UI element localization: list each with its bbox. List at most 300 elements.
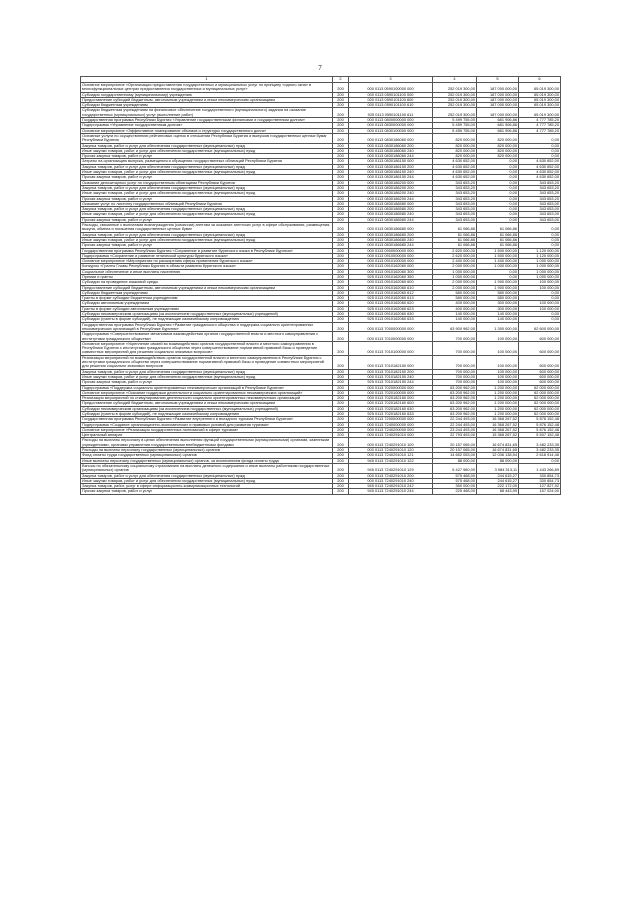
cell-description: Основное мероприятие «Эффективное планирование объемов и структуры государственного долга» (81, 128, 333, 133)
cell-executed-amount: 580 000,00 (477, 296, 519, 301)
cell-unexecuted-amount: 343 653,20 (519, 196, 561, 201)
cell-unexecuted-amount: 600 000,00 (519, 332, 561, 342)
cell-unexecuted-amount: 2 616 914,46 (519, 453, 561, 458)
cell-executed-amount: 1 400 000,00 (477, 259, 519, 264)
cell-description: Гранты в форме субсидии автономным учреждениям (81, 306, 333, 311)
cell-description: Прочая закупка товаров, работ и услуг (81, 243, 333, 248)
cell-budget-code: 925 0113 7010182150 244 (349, 380, 433, 385)
cell-executed-amount: 580 000,00 (477, 290, 519, 295)
cell-approved-amount: 5 499 755,00 (433, 118, 477, 123)
cell-executed-amount: 1 200 000,00 (477, 406, 519, 411)
cell-line-code: 200 (333, 128, 349, 133)
cell-line-code: 200 (333, 164, 349, 169)
cell-description: Закупка товаров, работ и услуг для обеспечения государственных (муниципальных) нужд (81, 164, 333, 169)
cell-description: Иные закупки товаров, работ и услуг для обеспечения государственных (муниципальных) нужд (81, 191, 333, 196)
table-row (81, 108, 561, 118)
cell-unexecuted-amount: 157 024,00 (519, 489, 561, 494)
cell-approved-amount: 22 244 493,00 (433, 422, 477, 427)
cell-description: Подпрограмма «Совершенствование механизмов взаимодействия органов государственной власти и местного самоуправления с институтами гражданского общества» (81, 332, 333, 342)
cell-unexecuted-amount: 600 000,00 (519, 369, 561, 374)
cell-budget-code: 000 0113 0830186200 200 (349, 185, 433, 190)
cell-executed-amount: 16 674 831,65 (477, 448, 519, 453)
cell-line-code: 200 (333, 473, 349, 478)
cell-description: Подпрограмма «Поддержка социально ориентированных некоммерческих организаций в Республике Бурятия» (81, 385, 333, 390)
cell-line-code: 200 (333, 396, 349, 401)
cell-unexecuted-amount: 62 000 000,00 (519, 390, 561, 395)
cell-approved-amount: 700 000,00 (433, 341, 477, 355)
cell-executed-amount: 0,00 (477, 269, 519, 274)
cell-unexecuted-amount: 4 777 785,20 (519, 118, 561, 123)
cell-line-code: 200 (333, 232, 349, 237)
table-row (81, 322, 561, 332)
cell-approved-amount: 700 000,00 (433, 332, 477, 342)
cell-unexecuted-amount: 0,00 (519, 296, 561, 301)
cell-unexecuted-amount: 3 482 233,35 (519, 438, 561, 448)
cell-budget-code: 000 0113 7240291010 240 (349, 478, 433, 483)
cell-unexecuted-amount: 127 827,92 (519, 484, 561, 489)
cell-unexecuted-amount: 343 653,00 (519, 201, 561, 206)
cell-description: Субсидии некоммерческим организациям (за исключением государственных (муниципальных) учреждений) (81, 312, 333, 317)
cell-executed-amount: 3 984 313,11 (477, 463, 519, 473)
cell-budget-code: 000 0113 0830186680 200 (349, 232, 433, 237)
cell-unexecuted-amount: 100 000,00 (519, 301, 561, 306)
cell-budget-code: 000 0113 7010182150 000 (349, 355, 433, 369)
cell-budget-code: 000 0113 0830186200 240 (349, 191, 433, 196)
cell-approved-amount: 22 244 493,00 (433, 417, 477, 422)
cell-executed-amount: 0,00 (477, 207, 519, 212)
cell-executed-amount: 1 200 000,00 (477, 385, 519, 390)
cell-approved-amount: 252 019 300,00 (433, 97, 477, 102)
cell-unexecuted-amount: 65 019 300,00 (519, 103, 561, 108)
cell-executed-amount: 140 000,00 (477, 317, 519, 322)
cell-executed-amount: 61 066,86 (477, 243, 519, 248)
cell-description: Закупка товаров, работ и услуг для обеспечения государственных (муниципальных) нужд (81, 185, 333, 190)
cell-unexecuted-amount: 65 019 300,00 (519, 83, 561, 93)
cell-unexecuted-amount: 4 630 652,00 (519, 159, 561, 164)
cell-unexecuted-amount: 0,00 (519, 237, 561, 242)
cell-budget-code: 000 0113 0830100000 000 (349, 128, 433, 133)
cell-description: Иные закупки товаров, работ и услуг для обеспечения государственных (муниципальных) нужд (81, 148, 333, 153)
cell-executed-amount: 300 000,00 (477, 301, 519, 306)
cell-executed-amount: 244 615,27 (477, 473, 519, 478)
cell-budget-code: 000 0113 7020100000 000 (349, 390, 433, 395)
cell-unexecuted-amount: 5 876 152,48 (519, 427, 561, 432)
cell-line-code: 200 (333, 390, 349, 395)
table-row (81, 332, 561, 342)
cell-line-code: 200 (333, 296, 349, 301)
cell-budget-code: 000 0113 0830186150 200 (349, 164, 433, 169)
cell-description: Государственная программа Республики Бурятия «Развитие гражданского общества и поддержка социально ориентированных некоммерческих организаций в Республике Бурятия» (81, 322, 333, 332)
cell-budget-code: 000 0113 0910162060 600 (349, 280, 433, 285)
cell-unexecuted-amount: 65 019 300,00 (519, 97, 561, 102)
cell-approved-amount: 2 000 000,00 (433, 264, 477, 269)
cell-line-code: 200 (333, 196, 349, 201)
page-number: 7 (318, 64, 322, 72)
budget-table (80, 76, 561, 495)
cell-description: Государственная программа Республики Бурятия «Сохранение и развитие бурятского языка в Республике Бурятия» (81, 248, 333, 253)
cell-executed-amount: 1 900 000,00 (477, 280, 519, 285)
cell-budget-code: 945 0113 7240291010 244 (349, 489, 433, 494)
cell-unexecuted-amount: 0,00 (519, 290, 561, 295)
cell-unexecuted-amount: 600 000,00 (519, 374, 561, 379)
table-row (81, 133, 561, 143)
cell-unexecuted-amount: 1 000 000,00 (519, 269, 561, 274)
cell-executed-amount: 187 000 000,00 (477, 108, 519, 118)
cell-description: Расходы на выплаты персоналу государственных (муниципальных) органов (81, 448, 333, 453)
cell-line-code: 200 (333, 259, 349, 264)
cell-line-code: 200 (333, 312, 349, 317)
cell-budget-code: 000 0113 0830186060 244 (349, 154, 433, 159)
cell-executed-amount: 0,00 (477, 180, 519, 185)
cell-description: Предоставление субсидий бюджетным, автономным учреждениям и иным некоммерческим организациям (81, 401, 333, 406)
cell-line-code: 200 (333, 243, 349, 248)
cell-unexecuted-amount: 4 777 785,20 (519, 128, 561, 133)
cell-unexecuted-amount: 62 000 000,00 (519, 385, 561, 390)
cell-approved-amount: 61 066,86 (433, 237, 477, 242)
cell-unexecuted-amount: 62 000 000,00 (519, 406, 561, 411)
cell-description: Реализация мероприятий по стимулированию деятельности социально ориентированных некоммерческих организаций (81, 396, 333, 401)
cell-description: Оказание услуг по листингу государственных облигаций Республики Бурятия (81, 201, 333, 206)
cell-line-code: 200 (333, 453, 349, 458)
cell-approved-amount: 4 630 652,00 (433, 159, 477, 164)
cell-budget-code: 000 0113 7020182160 600 (349, 401, 433, 406)
cell-budget-code: 000 0113 0910162060 000 (349, 264, 433, 269)
cell-budget-code: 000 0113 7000000000 000 (349, 322, 433, 332)
cell-unexecuted-amount: 343 653,00 (519, 212, 561, 217)
cell-unexecuted-amount: 600 000,00 (519, 341, 561, 355)
cell-description: Субсидии бюджетным учреждениям (81, 290, 333, 295)
cell-approved-amount: 343 653,20 (433, 180, 477, 185)
table-row (81, 83, 561, 93)
cell-line-code: 200 (333, 369, 349, 374)
cell-unexecuted-amount: 0,00 (519, 243, 561, 248)
cell-description: Субсидии на проведение языковой среды (81, 280, 333, 285)
cell-description: Конкурсы «Гранты Главы Республики Бурятия в области развития бурятского языка» (81, 264, 333, 269)
cell-line-code: 200 (333, 269, 349, 274)
cell-approved-amount: 2 620 000,00 (433, 248, 477, 253)
cell-budget-code: 000 0113 7240291010 100 (349, 438, 433, 448)
cell-approved-amount: 820 000,00 (433, 133, 477, 143)
column-header: 3 (349, 77, 433, 83)
cell-unexecuted-amount: 4 630 652,00 (519, 164, 561, 169)
cell-approved-amount: 820 000,00 (433, 148, 477, 153)
cell-description: Подпрограмма «Сохранение и развитие этнической культуры бурятского языка» (81, 253, 333, 258)
column-header: 6 (519, 77, 561, 83)
cell-line-code: 200 (333, 237, 349, 242)
cell-line-code: 200 (333, 427, 349, 432)
cell-line-code: 200 (333, 103, 349, 108)
cell-executed-amount: 1 500 000,00 (477, 248, 519, 253)
cell-approved-amount: 2 620 000,00 (433, 253, 477, 258)
cell-executed-amount: 0,00 (477, 185, 519, 190)
cell-approved-amount: 820 000,00 (433, 154, 477, 159)
cell-executed-amount: 820 000,00 (477, 154, 519, 159)
cell-description: Закупка товаров, работ и услуг для обеспечения государственных (муниципальных) нужд (81, 473, 333, 478)
cell-unexecuted-amount: 343 653,20 (519, 191, 561, 196)
cell-approved-amount: 61 066,86 (433, 223, 477, 233)
cell-line-code: 200 (333, 143, 349, 148)
cell-executed-amount: 16 368 267,52 (477, 422, 519, 427)
cell-unexecuted-amount: 65 019 300,00 (519, 92, 561, 97)
cell-executed-amount: 187 000 000,00 (477, 103, 519, 108)
cell-executed-amount: 100 000,00 (477, 341, 519, 355)
cell-line-code: 200 (333, 422, 349, 427)
cell-executed-amount: 61 066,86 (477, 232, 519, 237)
cell-line-code: 200 (333, 170, 349, 175)
cell-description: Иные закупки товаров, работ и услуг для обеспечения государственных (муниципальных) нужд (81, 478, 333, 483)
cell-executed-amount: 222 172,00 (477, 484, 519, 489)
cell-description: Подпрограмма «Управление государственным долгом» (81, 123, 333, 128)
cell-approved-amount: 225 468,00 (433, 489, 477, 494)
table-row (81, 223, 561, 233)
cell-description: Прочая закупка товаров, работ и услуг (81, 489, 333, 494)
cell-executed-amount: 820 000,00 (477, 143, 519, 148)
cell-line-code: 200 (333, 97, 349, 102)
cell-budget-code: 945 0113 7240291010 129 (349, 463, 433, 473)
cell-line-code: 200 (333, 274, 349, 279)
cell-unexecuted-amount: 343 653,20 (519, 180, 561, 185)
cell-line-code: 200 (333, 412, 349, 417)
column-header: 1 (81, 77, 333, 83)
cell-approved-amount: 575 468,00 (433, 478, 477, 483)
cell-description: Прочая закупка товаров, работ и услуг (81, 217, 333, 222)
cell-executed-amount: 244 615,27 (477, 478, 519, 483)
cell-line-code: 200 (333, 185, 349, 190)
cell-budget-code: 945 0113 7240291010 242 (349, 484, 433, 489)
cell-line-code: 200 (333, 380, 349, 385)
cell-description: Субсидии бюджетным учреждениям на финансовое обеспечение государственного (муниципального) задания на оказание государственных (муниципальных) услуг (выполнение работ) (81, 108, 333, 118)
cell-executed-amount: 187 000 000,00 (477, 97, 519, 102)
cell-unexecuted-amount: 62 000 000,00 (519, 412, 561, 417)
cell-description: Иные закупки товаров, работ и услуг для обеспечения государственных (муниципальных) нужд (81, 212, 333, 217)
cell-line-code: 200 (333, 280, 349, 285)
cell-unexecuted-amount: 343 653,00 (519, 207, 561, 212)
cell-executed-amount: 0,00 (477, 217, 519, 222)
cell-executed-amount: 16 674 831,65 (477, 438, 519, 448)
table-row (81, 463, 561, 473)
cell-approved-amount: 2 000 000,00 (433, 280, 477, 285)
cell-unexecuted-amount: 4 630 652,00 (519, 175, 561, 180)
cell-approved-amount: 4 630 652,00 (433, 170, 477, 175)
cell-description: Прочая закупка товаров, работ и услуг (81, 154, 333, 159)
cell-unexecuted-amount: 0,00 (519, 143, 561, 148)
cell-line-code: 200 (333, 133, 349, 143)
cell-approved-amount: 580 000,00 (433, 290, 477, 295)
cell-unexecuted-amount: 0,00 (519, 223, 561, 233)
cell-budget-code: 000 0113 0830186200 244 (349, 196, 433, 201)
cell-budget-code: 000 0113 7010182150 200 (349, 369, 433, 374)
cell-budget-code: 000 0113 7010000000 000 (349, 332, 433, 342)
cell-approved-amount: 343 653,20 (433, 191, 477, 196)
cell-executed-amount: 61 066,86 (477, 237, 519, 242)
cell-budget-code: 000 0113 0830186680 240 (349, 237, 433, 242)
cell-unexecuted-amount: 100 000,00 (519, 306, 561, 311)
column-header: 4 (433, 77, 477, 83)
cell-description: Расходы, связанные с выплатами вознаграждения (комиссии) агентам за оказание агентских услуг в сфере обслуживания, размещения, выкупа, обмена и погашения государственных ценных бумаг (81, 223, 333, 233)
cell-budget-code: 000 0113 7240000000 000 (349, 422, 433, 427)
cell-line-code: 200 (333, 317, 349, 322)
cell-line-code: 200 (333, 322, 349, 332)
cell-executed-amount: 1 000 000,00 (477, 264, 519, 269)
cell-line-code: 200 (333, 148, 349, 153)
cell-budget-code: 925 0113 0910162060 613 (349, 296, 433, 301)
cell-executed-amount: 0,00 (477, 175, 519, 180)
cell-description: Иные закупки товаров, работ и услуг для обеспечения государственных (муниципальных) нужд (81, 170, 333, 175)
cell-unexecuted-amount: 0,00 (519, 148, 561, 153)
cell-description: Подпрограмма «Создание организационно-экономических и правовых условий для развития туризма» (81, 422, 333, 427)
cell-budget-code: 000 0113 0910162060 630 (349, 312, 433, 317)
cell-line-code: 200 (333, 83, 349, 93)
cell-budget-code: 000 0113 0590101100 600 (349, 97, 433, 102)
cell-approved-amount: 252 019 300,00 (433, 108, 477, 118)
cell-approved-amount: 61 066,86 (433, 243, 477, 248)
cell-description: Предоставление субсидий бюджетным, автономным учреждениям и иным некоммерческим организациям (81, 285, 333, 290)
cell-line-code: 200 (333, 159, 349, 164)
cell-approved-amount: 400 000,00 (433, 301, 477, 306)
cell-description: Закупка товаров, работ и услуг для обеспечения государственных (муниципальных) нужд (81, 232, 333, 237)
cell-line-code: 200 (333, 489, 349, 494)
cell-budget-code: 000 0113 7020000000 000 (349, 385, 433, 390)
cell-unexecuted-amount: 4 777 785,20 (519, 123, 561, 128)
cell-approved-amount: 343 653,20 (433, 196, 477, 201)
cell-executed-amount: 681 906,86 (477, 128, 519, 133)
cell-unexecuted-amount: 5 507 152,48 (519, 433, 561, 438)
cell-budget-code: 000 0113 7240291010 121 (349, 453, 433, 458)
cell-approved-amount: 20 157 065,00 (433, 448, 477, 453)
cell-unexecuted-amount: 600 000,00 (519, 380, 561, 385)
cell-budget-code: 000 0113 0910162060 300 (349, 269, 433, 274)
cell-description: Реализация мероприятий по взаимодействию органов государственной власти и местного самоуправления в Республике Бурятия с институтами гражданского общества через совершенствование нормативной правовой базы и проведение совместных мероприятий для решения социально значимых вопросов (81, 355, 333, 369)
cell-unexecuted-amount: 100 000,00 (519, 280, 561, 285)
cell-line-code: 200 (333, 207, 349, 212)
cell-description: Социальное обеспечение и иные выплаты населению (81, 269, 333, 274)
cell-approved-amount: 2 400 000,00 (433, 259, 477, 264)
cell-approved-amount: 22 793 493,00 (433, 433, 477, 438)
cell-budget-code: 000 0113 0590101100 000 (349, 92, 433, 97)
cell-budget-code: 000 0113 0590100000 000 (349, 83, 433, 93)
cell-budget-code: 000 0113 0830186150 240 (349, 170, 433, 175)
cell-executed-amount: 1 200 000,00 (477, 412, 519, 417)
cell-approved-amount: 61 066,86 (433, 232, 477, 237)
cell-approved-amount: 14 652 053,00 (433, 453, 477, 458)
cell-approved-amount: 700 000,00 (433, 380, 477, 385)
cell-description: Субсидии бюджетным учреждениям (81, 103, 333, 108)
cell-line-code: 200 (333, 154, 349, 159)
cell-description: Основное мероприятие «Оказание поддержки деятельности социально ориентированных некоммерческих организаций» (81, 390, 333, 395)
cell-budget-code: 925 0113 7020182160 633 (349, 412, 433, 417)
cell-line-code: 200 (333, 406, 349, 411)
cell-executed-amount: 16 368 267,52 (477, 427, 519, 432)
cell-description: Прочая закупка товаров, работ и услуг (81, 175, 333, 180)
cell-approved-amount: 343 653,00 (433, 207, 477, 212)
cell-approved-amount: 343 653,00 (433, 217, 477, 222)
cell-approved-amount: 700 000,00 (433, 369, 477, 374)
cell-executed-amount: 12 036 138,54 (477, 453, 519, 458)
cell-approved-amount: 1 000 000,00 (433, 274, 477, 279)
cell-executed-amount: 16 368 267,52 (477, 417, 519, 422)
cell-line-code: 200 (333, 175, 349, 180)
cell-executed-amount: 681 906,86 (477, 123, 519, 128)
cell-executed-amount: 0,00 (477, 201, 519, 206)
cell-executed-amount: 0,00 (477, 212, 519, 217)
cell-budget-code: 000 0113 0900000000 000 (349, 248, 433, 253)
cell-unexecuted-amount: 343 653,20 (519, 185, 561, 190)
cell-budget-code: 000 0113 0830186060 200 (349, 143, 433, 148)
cell-approved-amount: 252 019 300,00 (433, 92, 477, 97)
cell-line-code: 200 (333, 285, 349, 290)
cell-approved-amount: 63 200 962,00 (433, 385, 477, 390)
cell-line-code: 200 (333, 253, 349, 258)
cell-executed-amount: 820 000,00 (477, 148, 519, 153)
cell-budget-code: 000 0113 7200000000 000 (349, 417, 433, 422)
cell-unexecuted-amount: 62 000 000,00 (519, 396, 561, 401)
cell-executed-amount: 1 500 000,00 (477, 253, 519, 258)
column-header: 2 (333, 77, 349, 83)
cell-description: Субсидии (гранты в форме субсидий), не подлежащие казначейскому сопровождению (81, 412, 333, 417)
cell-approved-amount: 4 630 652,00 (433, 164, 477, 169)
cell-line-code: 200 (333, 341, 349, 355)
cell-executed-amount: 1 300 000,00 (477, 322, 519, 332)
cell-line-code: 200 (333, 484, 349, 489)
cell-budget-code: 925 0113 0910162060 623 (349, 306, 433, 311)
cell-budget-code: 000 0113 0830186150 244 (349, 175, 433, 180)
cell-description: Оказание депозитарных услуг по государственным облигациям Республики Бурятия (81, 180, 333, 185)
cell-description: Закупка товаров, работ и услуг для обеспечения государственных (муниципальных) нужд (81, 369, 333, 374)
cell-budget-code: 945 0113 7240291010 122 (349, 458, 433, 463)
cell-line-code: 200 (333, 478, 349, 483)
cell-budget-code: 000 0113 7010100000 000 (349, 341, 433, 355)
cell-line-code: 200 (333, 355, 349, 369)
cell-description: Предоставление субсидий бюджетным, автономным учреждениям и иным некоммерческим организациям (81, 97, 333, 102)
cell-approved-amount: 63 200 962,00 (433, 401, 477, 406)
cell-line-code: 200 (333, 191, 349, 196)
cell-executed-amount: 100 000,00 (477, 355, 519, 369)
cell-budget-code: 000 0113 0590101100 610 (349, 103, 433, 108)
cell-approved-amount: 63 200 962,00 (433, 406, 477, 411)
cell-description: Гранты в форме субсидии бюджетным учреждениям (81, 296, 333, 301)
cell-description: Основное мероприятие «Укрепление связей во взаимодействии органов государственной власти и местного самоуправления в Республике Бурятия с институтами гражданского общества через совершенствование нормативной правовой базы и проведение совместных мероприятий для решения социально значимых вопросов» (81, 341, 333, 355)
cell-executed-amount: 61 066,86 (477, 223, 519, 233)
cell-budget-code: 000 0113 0830186580 240 (349, 212, 433, 217)
cell-description: Закупка товаров, работ и услуг для обеспечения государственных (муниципальных) нужд (81, 207, 333, 212)
cell-executed-amount: 100 000,00 (477, 380, 519, 385)
cell-line-code: 200 (333, 108, 349, 118)
cell-approved-amount: 575 468,00 (433, 473, 477, 478)
cell-description: Взносы по обязательному социальному страхованию на выплаты денежного содержания и иные выплаты работникам государственных (муниципальных) органов (81, 463, 333, 473)
cell-executed-amount: 187 000 000,00 (477, 83, 519, 93)
cell-unexecuted-amount: 0,00 (519, 232, 561, 237)
cell-description: Основные услуги по осуществлению рейтинговых оценок в отношении Республики Бурятия и выпусков государственных ценных бумаг Республики Бурятия (81, 133, 333, 143)
cell-budget-code: 000 0113 7020182160 630 (349, 406, 433, 411)
cell-approved-amount: 5 427 960,00 (433, 463, 477, 473)
cell-description: Субсидии (гранты в форме субсидий), не подлежащие казначейскому сопровождению (81, 317, 333, 322)
cell-budget-code: 000 0113 0800000000 000 (349, 118, 433, 123)
cell-budget-code: 000 0113 0830186200 000 (349, 180, 433, 185)
cell-approved-amount: 5 459 755,00 (433, 128, 477, 133)
cell-executed-amount: 100 000,00 (477, 374, 519, 379)
cell-line-code: 200 (333, 448, 349, 453)
cell-executed-amount: 68 443,99 (477, 489, 519, 494)
cell-description: Основное мероприятие «Реализация государственных полномочий в сфере туризма» (81, 427, 333, 432)
cell-description: Субсидии некоммерческим организациям (за исключением государственных (муниципальных) учреждений) (81, 406, 333, 411)
cell-unexecuted-amount: 3 482 233,35 (519, 448, 561, 453)
cell-budget-code: 000 0113 7010182150 240 (349, 374, 433, 379)
cell-unexecuted-amount: 0,00 (519, 312, 561, 317)
cell-executed-amount: 1 200 000,00 (477, 396, 519, 401)
cell-approved-amount: 580 000,00 (433, 296, 477, 301)
cell-budget-code: 000 0113 7240291010 000 (349, 433, 433, 438)
cell-unexecuted-amount: 62 600 000,00 (519, 322, 561, 332)
